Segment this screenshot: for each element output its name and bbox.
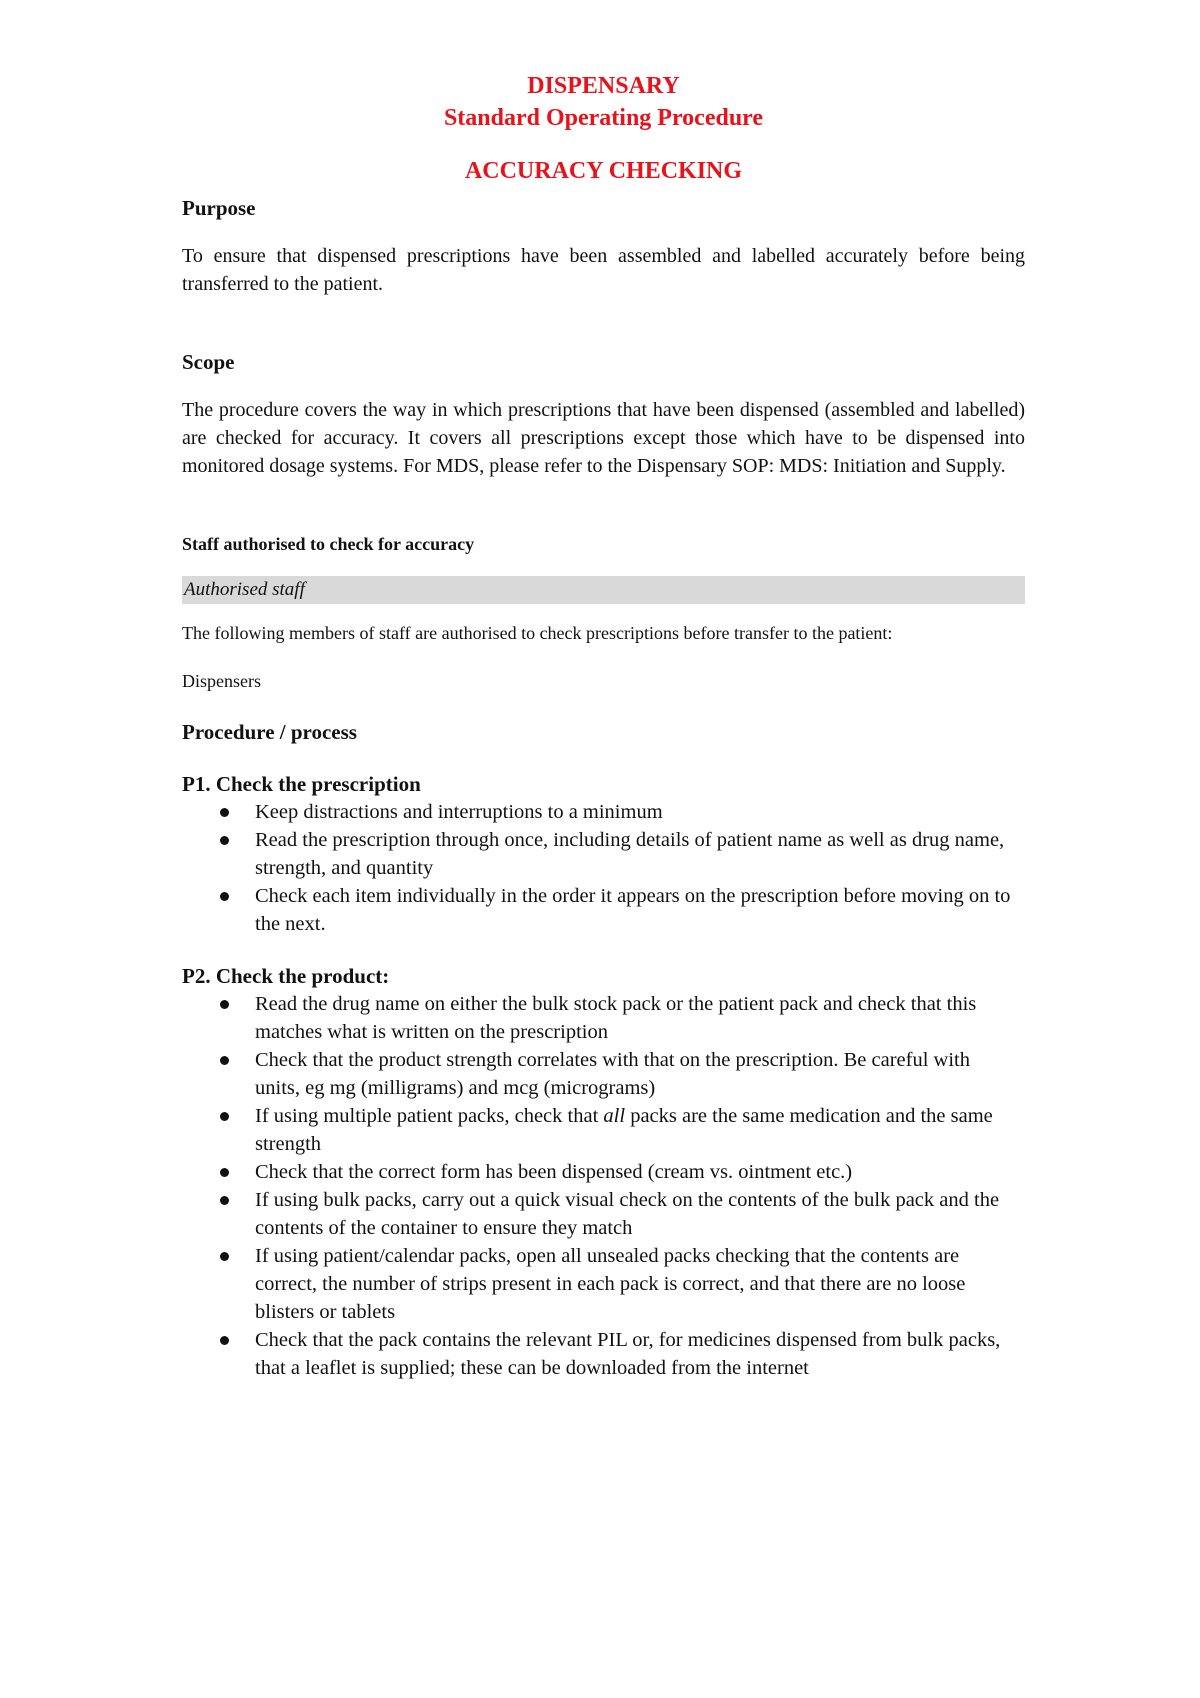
scope-text: The procedure covers the way in which prescriptions that have been dispensed (assembled and labelled) are checked for accuracy. It covers all prescriptions except those which have to be dispensed into monitored dosage systems. For MDS, please refer to the Dispensary SOP: MDS: Initiation and Supply. <box>182 399 1025 477</box>
bullet-icon <box>220 1056 229 1065</box>
document-title: ACCURACY CHECKING <box>464 158 743 184</box>
document-header <box>182 70 1025 134</box>
procedure-heading: Procedure / process <box>182 720 357 744</box>
list-item: Check that the pack contains the relevant PIL or, for medicines dispensed from bulk packs, that a leaflet is supplied; these can be downloaded from the internet <box>182 1326 1025 1382</box>
header-dispensary: DISPENSARY <box>527 73 680 99</box>
header-sop: Standard Operating Procedure <box>443 105 764 131</box>
staff-text: The following members of staff are authorised to check prescriptions before transfer to the patient: <box>182 623 893 643</box>
list-item: Read the drug name on either the bulk stock pack or the patient pack and check that this matches what is written on the prescription <box>182 990 1025 1046</box>
list-item: Keep distractions and interruptions to a minimum <box>182 798 1025 826</box>
bullet-icon <box>220 1196 229 1205</box>
purpose-text: To ensure that dispensed prescriptions have been assembled and labelled accurately before being transferred to the patient. <box>182 245 1025 295</box>
bullet-icon <box>220 1168 229 1177</box>
scope-heading: Scope <box>182 350 235 374</box>
p2-list <box>182 990 1025 1382</box>
list-item: If using multiple patient packs, check that all packs are the same medication and the same strength <box>182 1102 1025 1158</box>
bullet-icon <box>220 892 229 901</box>
authorised-staff-label: Authorised staff <box>182 576 1025 604</box>
p2-heading: P2. Check the product: <box>182 964 390 988</box>
list-item: If using bulk packs, carry out a quick visual check on the contents of the bulk pack and the contents of the container to ensure they match <box>182 1186 1025 1242</box>
bullet-icon <box>220 836 229 845</box>
bullet-icon <box>220 808 229 817</box>
list-item: Check each item individually in the order it appears on the prescription before moving on to the next. <box>182 882 1025 938</box>
staff-role: Dispensers <box>182 671 261 691</box>
purpose-heading: Purpose <box>182 196 256 220</box>
list-item: Check that the correct form has been dispensed (cream vs. ointment etc.) <box>182 1158 1025 1186</box>
list-item: Check that the product strength correlates with that on the prescription. Be careful with units, eg mg (milligrams) and mcg (micrograms) <box>182 1046 1025 1102</box>
staff-heading: Staff authorised to check for accuracy <box>182 534 475 554</box>
document-page <box>182 70 1025 1382</box>
list-item: Read the prescription through once, including details of patient name as well as drug name, strength, and quantity <box>182 826 1025 882</box>
bullet-icon <box>220 1112 229 1121</box>
list-item: If using patient/calendar packs, open all unsealed packs checking that the contents are correct, the number of strips present in each pack is correct, and that there are no loose blisters or tablets <box>182 1242 1025 1326</box>
bullet-icon <box>220 1336 229 1345</box>
bullet-icon <box>220 1252 229 1261</box>
bullet-icon <box>220 1000 229 1009</box>
p1-heading: P1. Check the prescription <box>182 772 421 796</box>
p1-list <box>182 798 1025 938</box>
